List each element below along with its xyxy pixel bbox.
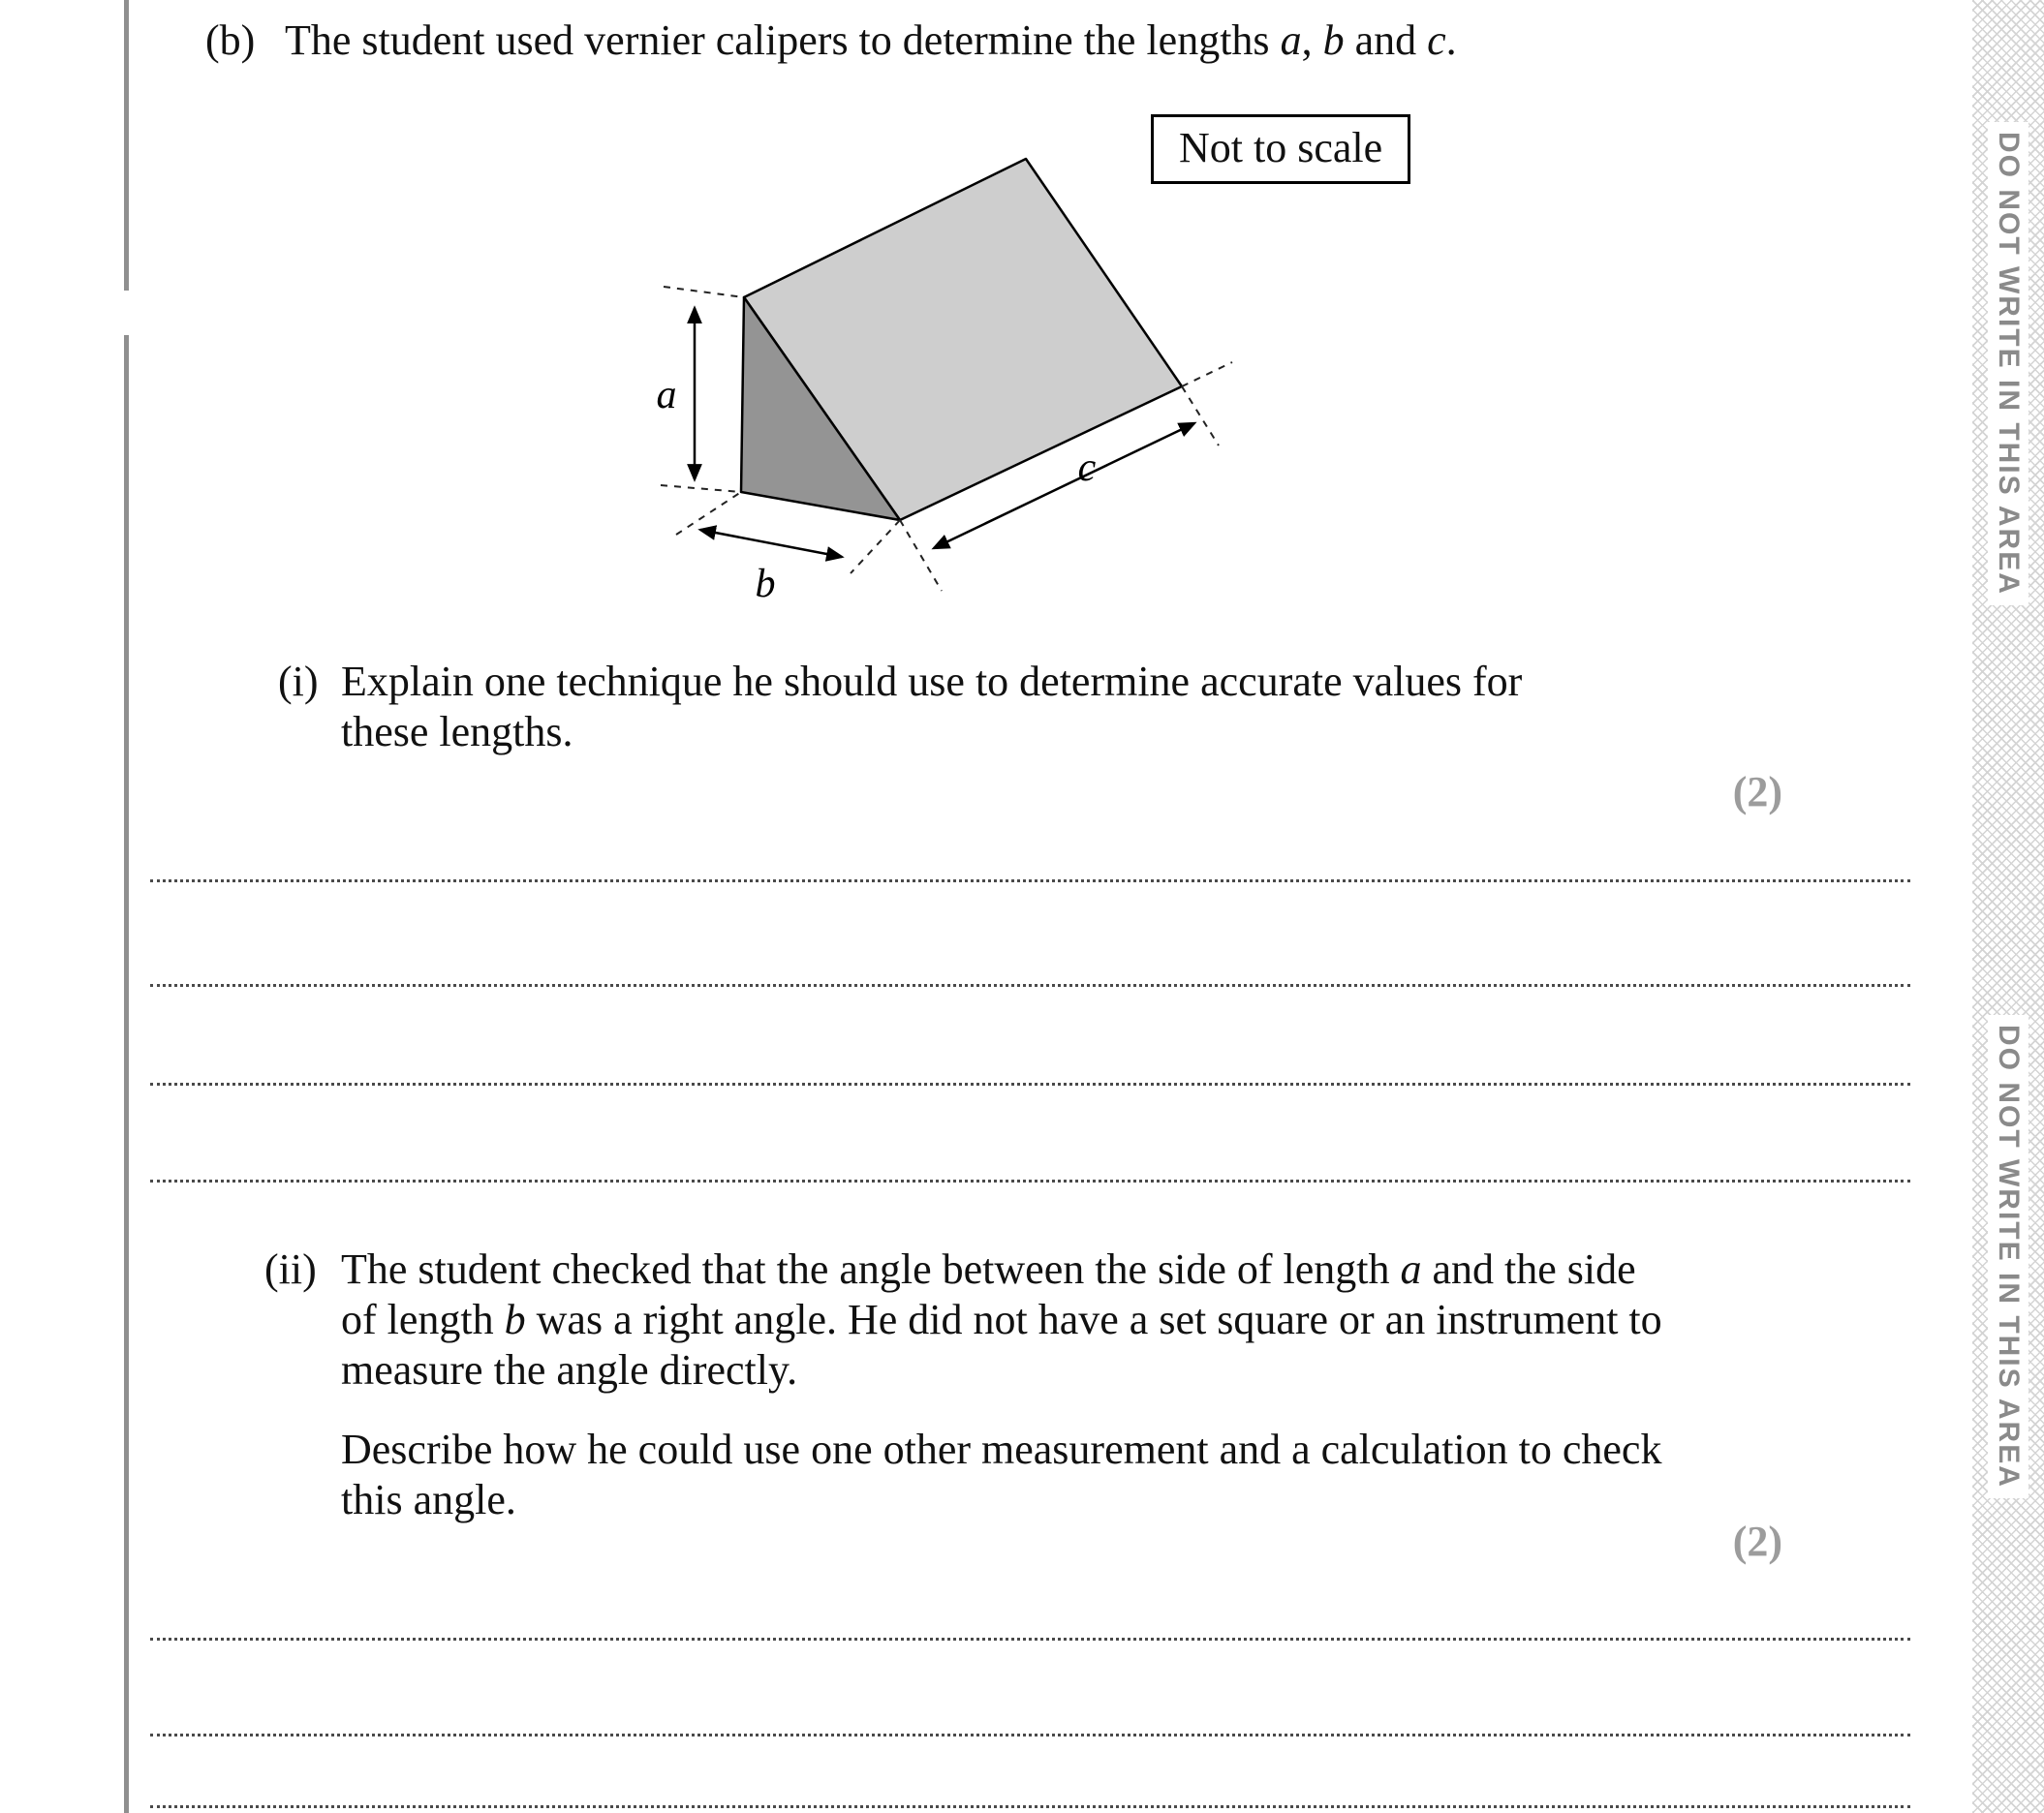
do-not-write-text-bottom: DO NOT WRITE IN THIS AREA [1988, 1015, 2029, 1498]
dash-extension-top-left [664, 287, 744, 297]
label-b: b [755, 562, 776, 606]
label-c: c [1077, 446, 1097, 490]
question-part-b [205, 15, 1457, 66]
label-a: a [656, 373, 677, 417]
dash-extension-c-left [900, 520, 942, 591]
answer-line [150, 1805, 1910, 1808]
dash-extension-ridge-right [1182, 362, 1232, 386]
answer-line [150, 879, 1910, 882]
left-margin-rule-top [124, 0, 129, 291]
question-ii-line-1: The student checked that the angle between the side of length a and the side [341, 1245, 1636, 1293]
question-i-line-1: Explain one technique he should use to determine accurate values for [341, 658, 1523, 705]
answer-line [150, 1638, 1910, 1641]
answer-line [150, 1180, 1910, 1183]
left-margin-rule-bottom [124, 335, 129, 1813]
dash-extension-b-left [676, 492, 741, 535]
answer-line [150, 984, 1910, 987]
dimension-arrow-b [700, 530, 842, 557]
question-i-line-2: these lengths. [341, 708, 573, 755]
part-b-text: The student used vernier calipers to determine the lengths a, b and c. [285, 16, 1457, 64]
question-ii-marker: (ii) [264, 1245, 317, 1293]
question-ii-line-3: measure the angle directly. [341, 1346, 798, 1394]
question-ii [264, 1245, 1662, 1525]
not-to-scale-label: Not to scale [1179, 124, 1383, 171]
dash-extension-c-right [1182, 386, 1219, 446]
marks-question-i: (2) [1732, 768, 1782, 815]
question-i-marker: (i) [278, 658, 319, 705]
question-i [278, 657, 1522, 757]
do-not-write-strip [1972, 0, 2044, 1813]
dash-extension-bottom-left [661, 485, 741, 492]
question-ii-line-5: this angle. [341, 1476, 516, 1523]
answer-line [150, 1734, 1910, 1736]
answer-line [150, 1083, 1910, 1086]
do-not-write-text-top: DO NOT WRITE IN THIS AREA [1988, 122, 2029, 605]
dash-extension-b-right [851, 520, 900, 573]
prism-diagram [620, 116, 1279, 620]
question-i-text [341, 657, 1522, 757]
marks-question-ii: (2) [1732, 1518, 1782, 1565]
question-ii-line-2: of length b was a right angle. He did not have a set square or an instrument to [341, 1296, 1662, 1343]
question-ii-line-4: Describe how he could use one other measurement and a calculation to check [341, 1426, 1662, 1473]
part-b-marker: (b) [205, 16, 256, 64]
question-ii-text [341, 1245, 1662, 1525]
